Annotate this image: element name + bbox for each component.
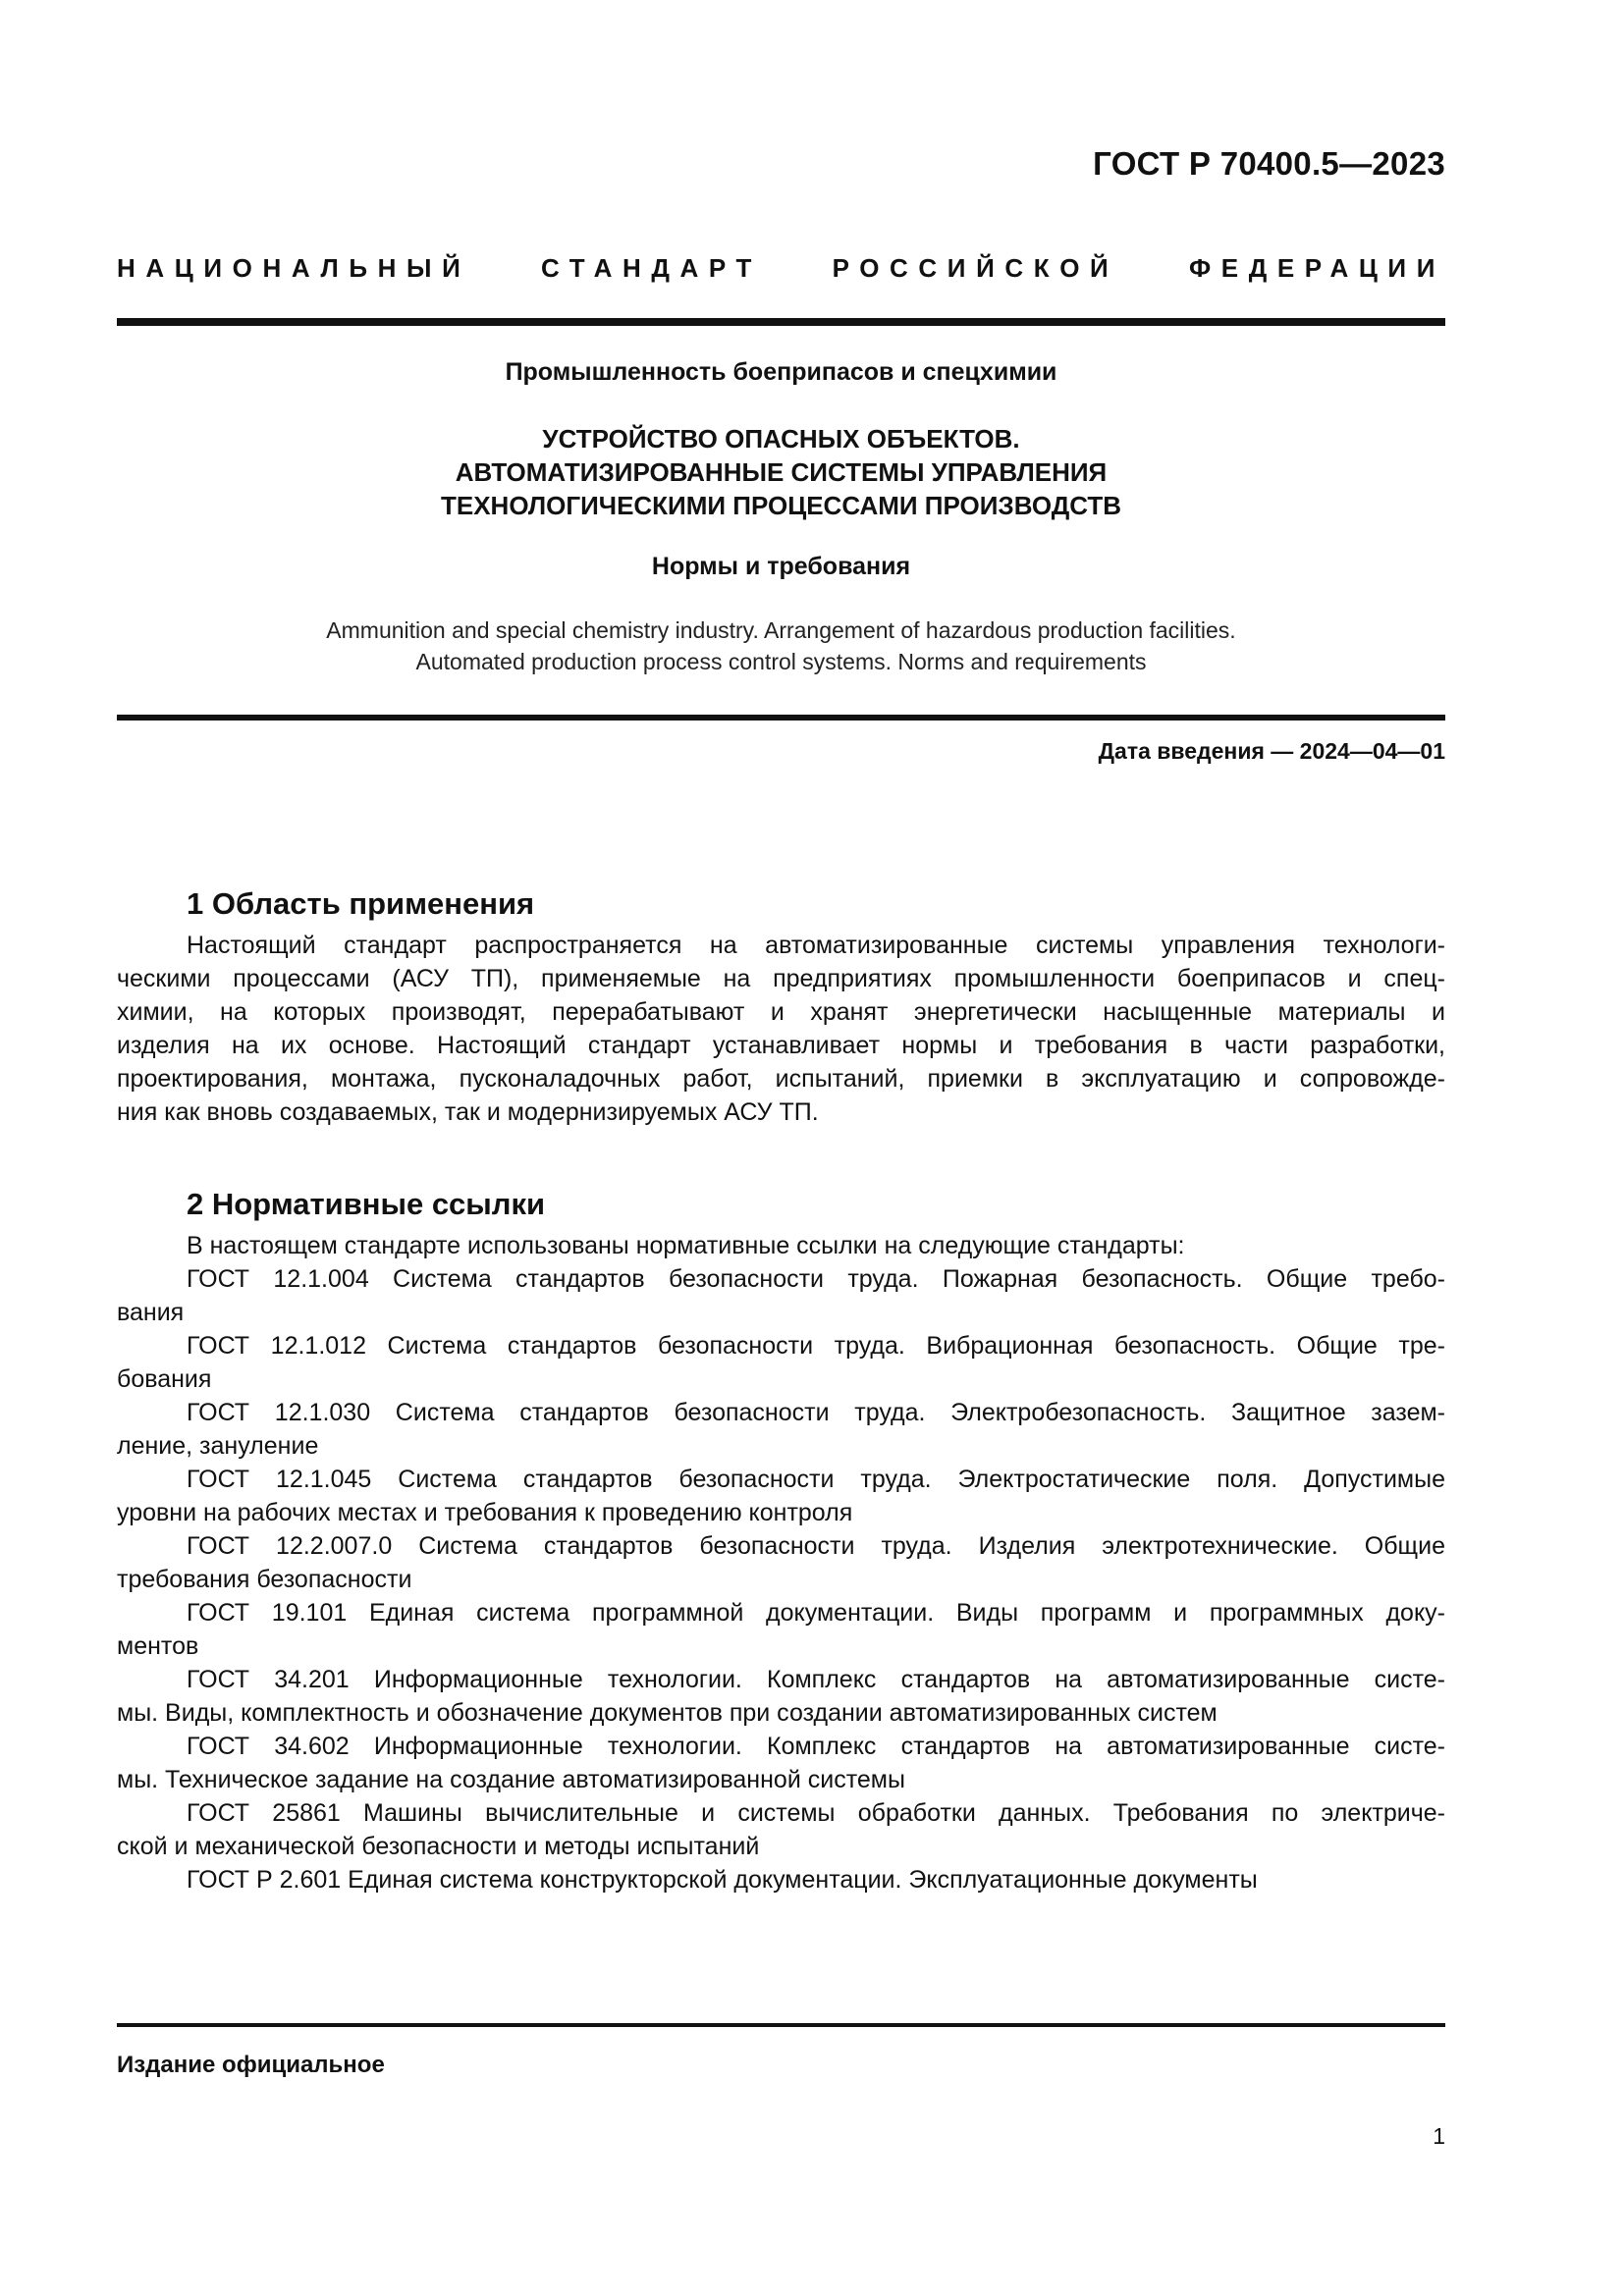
reference-line: ской и механической безопасности и методы испытаний — [117, 1833, 760, 1860]
references-list — [117, 1229, 1445, 1896]
reference-line: ГОСТ Р 2.601 Единая система конструкторской документации. Эксплуатационные документы — [187, 1866, 1258, 1894]
reference-line: ГОСТ 12.1.004 Система стандартов безопасности труда. Пожарная безопасность. Общие требо- — [187, 1265, 1445, 1293]
section-heading-scope: 1 Область применения — [187, 886, 535, 921]
reference-line: ГОСТ 25861 Машины вычислительные и системы обработки данных. Требования по электриче- — [187, 1799, 1445, 1827]
paragraph-line: химии, на которых производят, перерабатывают и хранят энергетически насыщенные материалы и — [117, 998, 1445, 1026]
reference-line: ГОСТ 12.1.045 Система стандартов безопасности труда. Электростатические поля. Допустимые — [187, 1466, 1445, 1493]
reference-line: мы. Техническое задание на создание автоматизированной системы — [117, 1766, 905, 1793]
reference-line: уровни на рабочих местах и требования к проведению контроля — [117, 1499, 853, 1526]
header-rule — [117, 318, 1445, 326]
footer-rule — [117, 2023, 1445, 2027]
reference-line: требования безопасности — [117, 1566, 412, 1593]
main-title-line: АВТОМАТИЗИРОВАННЫЕ СИСТЕМЫ УПРАВЛЕНИЯ — [455, 457, 1108, 487]
english-title-line: Ammunition and special chemistry industry. Arrangement of hazardous production facilities. — [326, 617, 1236, 643]
reference-line: ГОСТ 34.602 Информационные технологии. Комплекс стандартов на автоматизированные систе- — [187, 1733, 1445, 1760]
references-intro: В настоящем стандарте использованы нормативные ссылки на следующие стандарты: — [187, 1232, 1185, 1259]
document-page — [117, 0, 1445, 2296]
reference-line: ГОСТ 12.2.007.0 Система стандартов безопасности труда. Изделия электротехнические. Общие — [187, 1532, 1445, 1560]
paragraph-line: ния как вновь создаваемых, так и модернизируемых АСУ ТП. — [117, 1098, 819, 1126]
main-title-line: ТЕХНОЛОГИЧЕСКИМИ ПРОЦЕССАМИ ПРОИЗВОДСТВ — [440, 491, 1122, 520]
title-block-rule — [117, 715, 1445, 721]
paragraph-line: Настоящий стандарт распространяется на автоматизированные системы управления технологи- — [187, 932, 1445, 959]
document-number: ГОСТ Р 70400.5—2023 — [1093, 145, 1445, 182]
reference-line: ментов — [117, 1632, 199, 1660]
official-edition-label: Издание официальное — [117, 2052, 385, 2078]
reference-line: ление, зануление — [117, 1432, 319, 1460]
paragraph-line: изделия на их основе. Настоящий стандарт устанавливает нормы и требования в части разработки, — [117, 1032, 1445, 1059]
reference-line: ГОСТ 34.201 Информационные технологии. Комплекс стандартов на автоматизированные систе- — [187, 1666, 1445, 1693]
reference-line: ГОСТ 12.1.012 Система стандартов безопасности труда. Вибрационная безопасность. Общие тре- — [187, 1332, 1445, 1360]
industry-title: Промышленность боеприпасов и спецхимии — [505, 358, 1057, 386]
reference-line: мы. Виды, комплектность и обозначение документов при создании автоматизированных систем — [117, 1699, 1218, 1727]
reference-line: бования — [117, 1365, 212, 1393]
reference-line: вания — [117, 1299, 185, 1326]
paragraph-line: проектирования, монтажа, пусконаладочных работ, испытаний, приемки в эксплуатацию и сопровожде- — [117, 1065, 1445, 1093]
section-heading-references: 2 Нормативные ссылки — [187, 1187, 546, 1221]
english-title-line: Automated production process control systems. Norms and requirements — [415, 649, 1147, 674]
paragraph-line: ческими процессами (АСУ ТП), применяемые на предприятиях промышленности боеприпасов и спец- — [117, 965, 1445, 992]
page-number: 1 — [1433, 2123, 1445, 2149]
reference-line: ГОСТ 19.101 Единая система программной документации. Виды программ и программных доку- — [187, 1599, 1445, 1627]
scope-paragraph — [117, 929, 1445, 1129]
reference-line: ГОСТ 12.1.030 Система стандартов безопасности труда. Электробезопасность. Защитное зазем- — [187, 1399, 1445, 1426]
english-title — [117, 614, 1445, 677]
national-standard-title: НАЦИОНАЛЬНЫЙ СТАНДАРТ РОССИЙСКОЙ ФЕДЕРАЦИИ — [117, 253, 1445, 283]
subtitle: Нормы и требования — [651, 553, 911, 580]
main-title-line: УСТРОЙСТВО ОПАСНЫХ ОБЪЕКТОВ. — [542, 424, 1020, 454]
main-title — [117, 422, 1445, 522]
introduction-date: Дата введения — 2024—04—01 — [1098, 738, 1445, 764]
